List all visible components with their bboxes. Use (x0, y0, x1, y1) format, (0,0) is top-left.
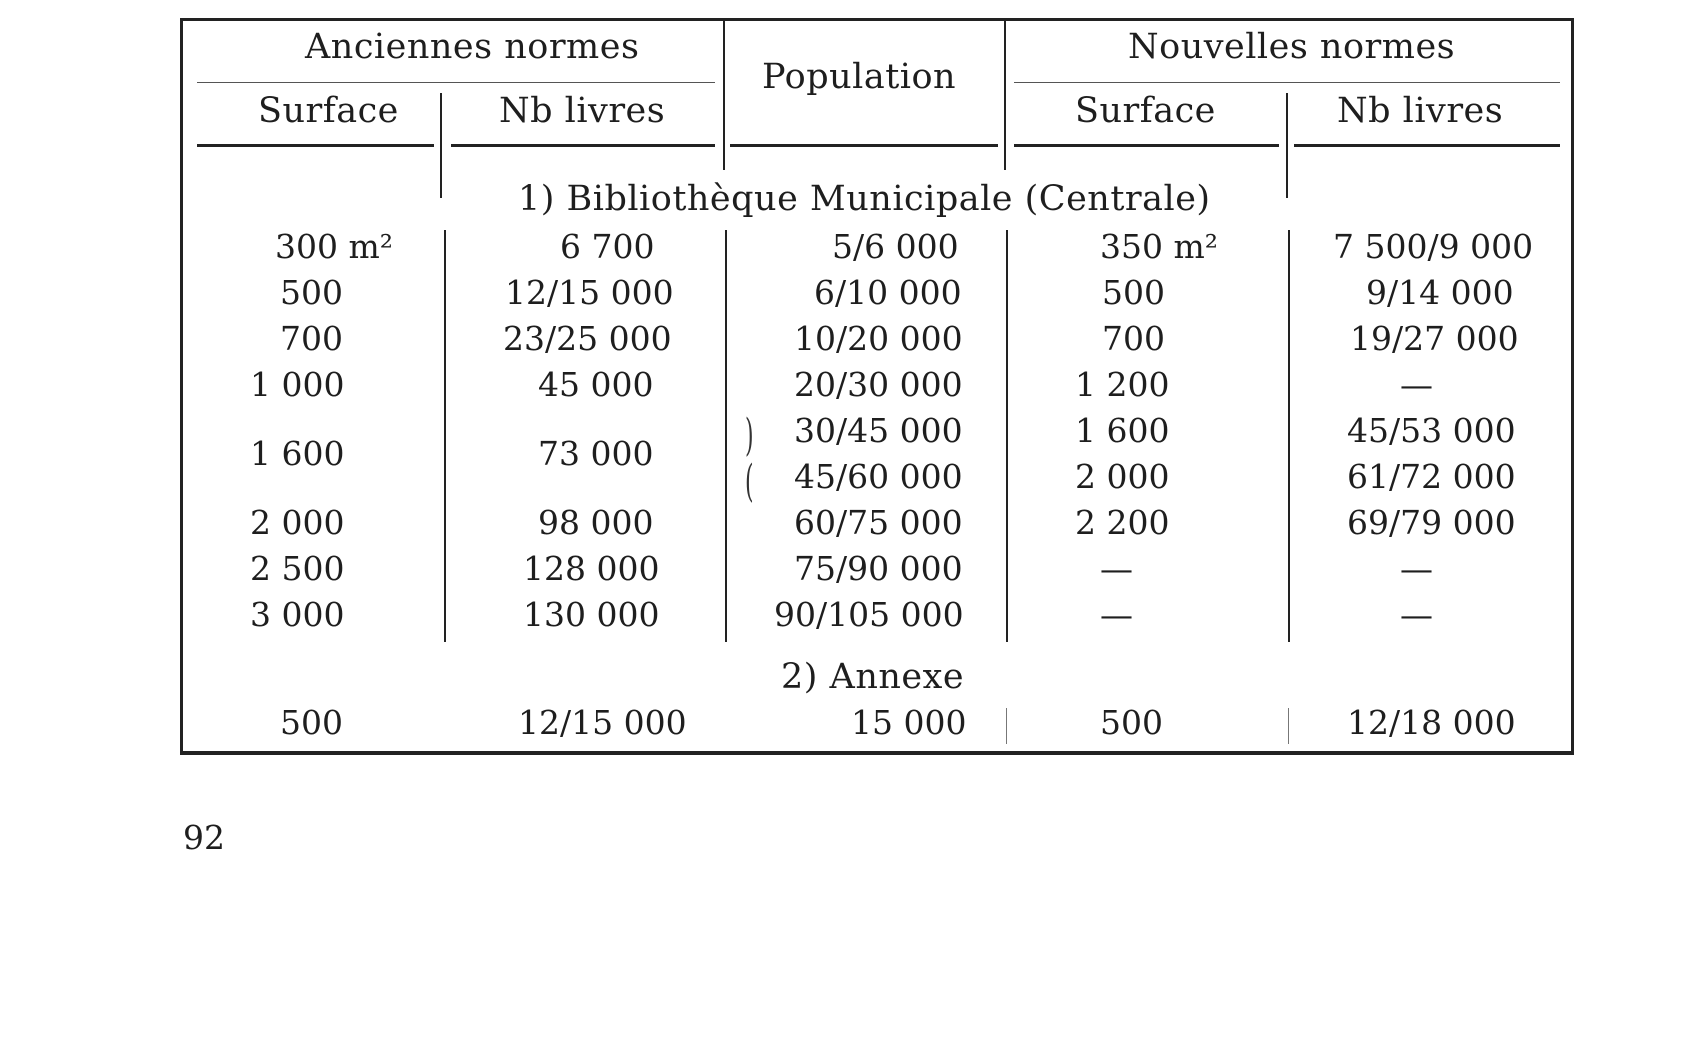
cell-old-books: 128 000 (523, 549, 660, 588)
cell-old-surface: 1 000 (250, 365, 345, 404)
cell-old-books: 12/15 000 (505, 273, 674, 312)
cell-old-surface: 300 m² (275, 227, 393, 266)
annex-divider (1006, 708, 1007, 744)
table-left-border (180, 18, 183, 754)
cell-population: 45/60 000 (794, 457, 963, 496)
cell-population: 6/10 000 (814, 273, 962, 312)
cell-old-books: 23/25 000 (503, 319, 672, 358)
header-old-surface: Surface (258, 91, 399, 131)
header-rule (451, 144, 715, 147)
brace-icon: ( (745, 456, 754, 507)
table-bottom-rule (180, 751, 1574, 755)
cell-population: 75/90 000 (794, 549, 963, 588)
header-new-surface: Surface (1075, 91, 1216, 131)
body-divider (1006, 230, 1008, 642)
header-population: Population (762, 57, 957, 97)
header-group-old: Anciennes normes (305, 27, 640, 67)
header-group-new: Nouvelles normes (1128, 27, 1456, 67)
section-title-annex: 2) Annexe (781, 657, 965, 697)
cell-new-surface: 1 600 (1075, 411, 1170, 450)
cell-old-books: 98 000 (538, 503, 654, 542)
cell-old-surface: 700 (280, 319, 343, 358)
header-divider-population-left (723, 18, 725, 170)
cell-new-surface: — (1100, 595, 1133, 634)
group-rule-old (197, 82, 715, 83)
cell-old-surface: 1 600 (250, 434, 345, 473)
header-new-books: Nb livres (1337, 91, 1504, 131)
cell-population: 10/20 000 (794, 319, 963, 358)
header-divider-population-right (1004, 18, 1006, 170)
cell-old-surface: 500 (280, 273, 343, 312)
cell-old-surface: 3 000 (250, 595, 345, 634)
norms-table (180, 18, 1574, 754)
cell-old-surface: 2 000 (250, 503, 345, 542)
header-rule (1294, 144, 1560, 147)
cell-population: 15 000 (851, 703, 967, 742)
cell-population: 90/105 000 (774, 595, 964, 634)
annex-divider (1288, 708, 1289, 744)
header-old-books: Nb livres (499, 91, 666, 131)
cell-new-books: — (1400, 595, 1433, 634)
cell-old-books: 12/15 000 (518, 703, 687, 742)
cell-new-surface: 500 (1100, 703, 1163, 742)
header-rule (1014, 144, 1279, 147)
page-number: 92 (183, 818, 225, 857)
header-divider-old (440, 93, 442, 198)
cell-old-surface: 500 (280, 703, 343, 742)
cell-new-books: 9/14 000 (1366, 273, 1514, 312)
cell-old-books: 73 000 (538, 434, 654, 473)
header-divider-new (1286, 93, 1288, 198)
cell-old-surface: 2 500 (250, 549, 345, 588)
cell-new-surface: — (1100, 549, 1133, 588)
cell-new-books: — (1400, 365, 1433, 404)
cell-new-books: 61/72 000 (1347, 457, 1516, 496)
body-divider (725, 230, 727, 642)
cell-new-surface: 2 200 (1075, 503, 1170, 542)
cell-population: 30/45 000 (794, 411, 963, 450)
group-rule-new (1014, 82, 1560, 83)
cell-new-books: 69/79 000 (1347, 503, 1516, 542)
body-divider (1288, 230, 1290, 642)
cell-new-books: 45/53 000 (1347, 411, 1516, 450)
cell-population: 60/75 000 (794, 503, 963, 542)
cell-new-surface: 500 (1102, 273, 1165, 312)
cell-population: 20/30 000 (794, 365, 963, 404)
cell-new-surface: 350 m² (1100, 227, 1218, 266)
header-rule (197, 144, 434, 147)
cell-new-surface: 700 (1102, 319, 1165, 358)
header-rule (730, 144, 998, 147)
cell-new-surface: 2 000 (1075, 457, 1170, 496)
cell-new-books: — (1400, 549, 1433, 588)
body-divider (444, 230, 446, 642)
cell-old-books: 45 000 (538, 365, 654, 404)
cell-new-books: 12/18 000 (1347, 703, 1516, 742)
cell-population: 5/6 000 (832, 227, 959, 266)
table-top-rule (180, 18, 1574, 21)
cell-new-books: 7 500/9 000 (1333, 227, 1534, 266)
cell-new-books: 19/27 000 (1350, 319, 1519, 358)
cell-old-books: 6 700 (560, 227, 655, 266)
section-title-central: 1) Bibliothèque Municipale (Centrale) (518, 179, 1211, 219)
brace-icon: ) (745, 410, 754, 461)
cell-old-books: 130 000 (523, 595, 660, 634)
cell-new-surface: 1 200 (1075, 365, 1170, 404)
table-right-border (1571, 18, 1574, 754)
